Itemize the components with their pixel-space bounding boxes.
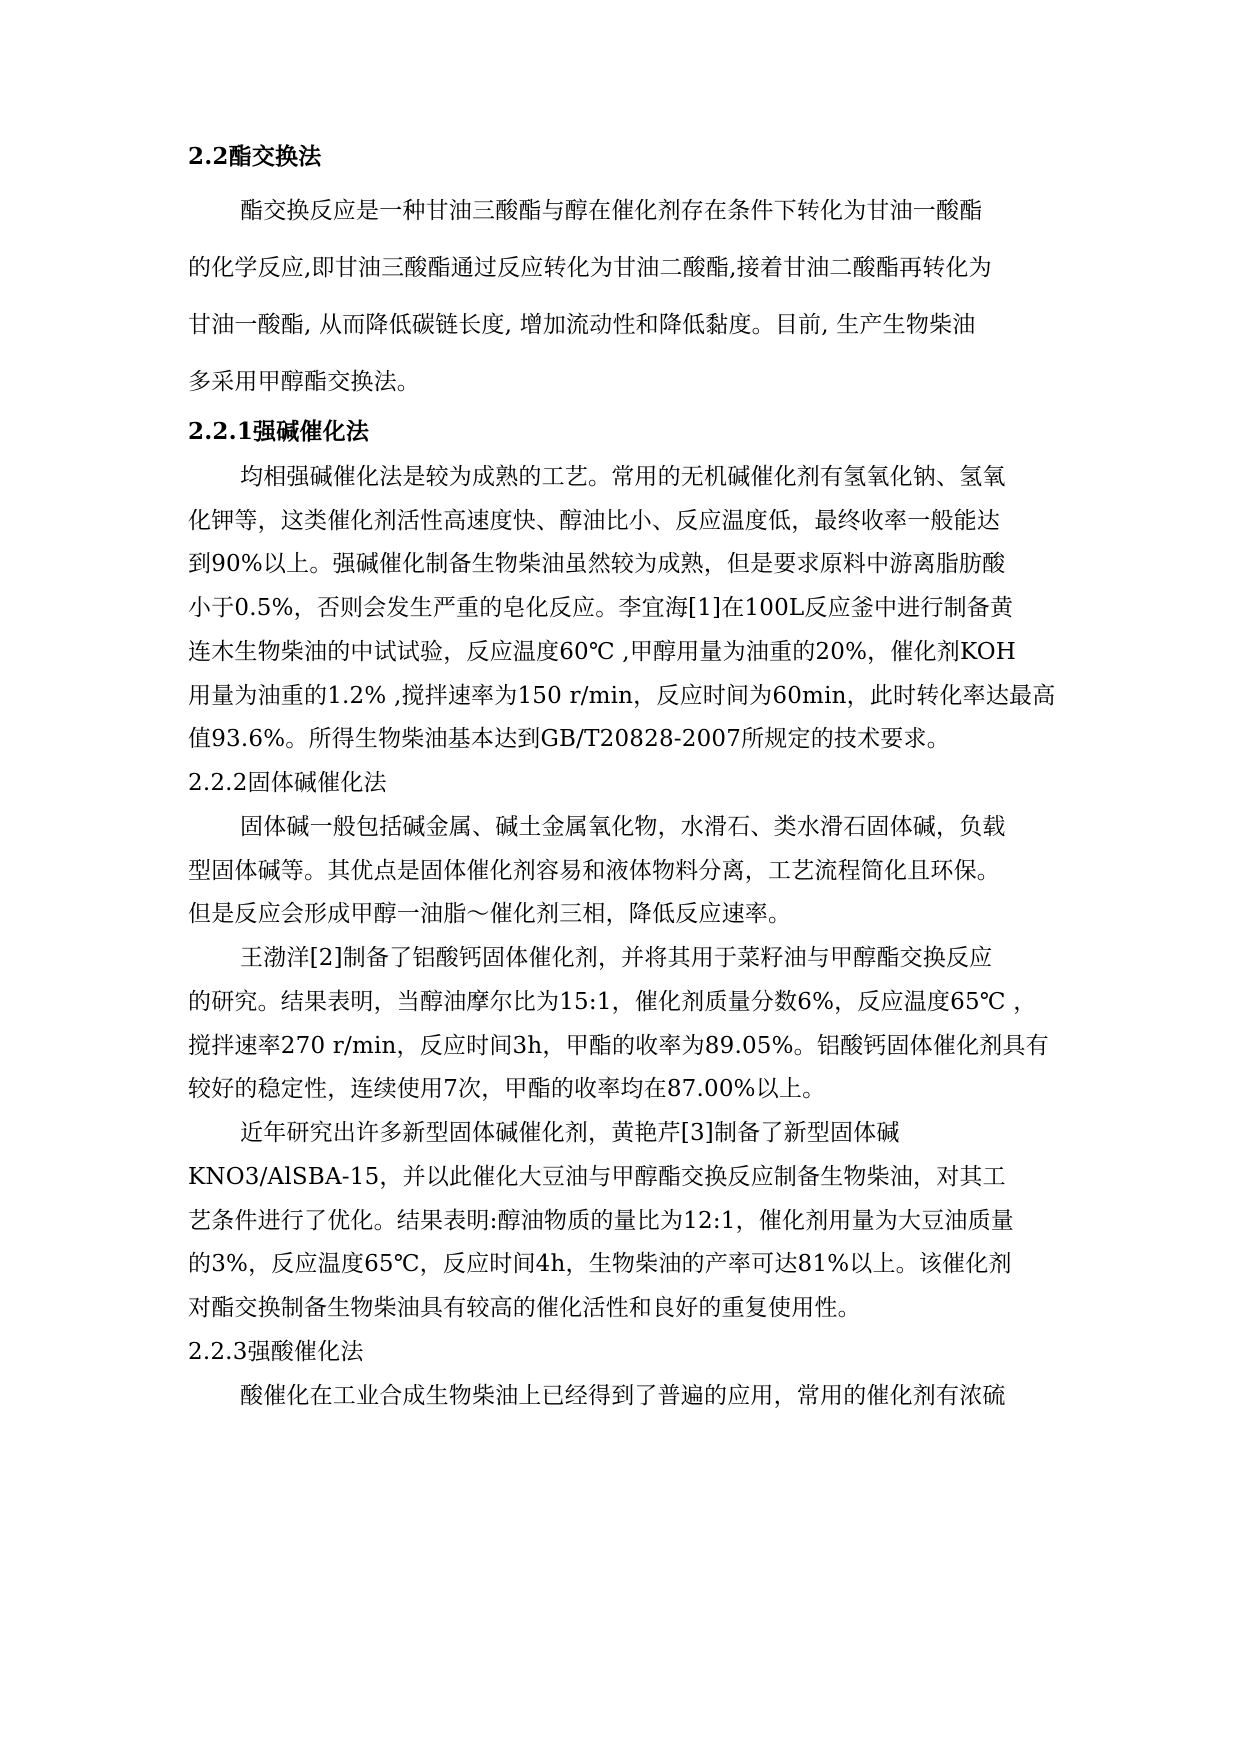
section-heading-2-2: 2.2酯交换法: [188, 143, 322, 170]
paragraph-line: 连木生物柴油的中试试验，反应温度60℃ ,甲醇用量为油重的20%，催化剂KOH: [188, 639, 1017, 665]
paragraph-line: 用量为油重的1.2% ,搅拌速率为150 r/min，反应时间为60min，此时转化率达最高: [188, 683, 1056, 709]
paragraph-line: 小于0.5%，否则会发生严重的皂化反应。李宜海[1]在100L反应釜中进行制备黄: [188, 595, 1014, 621]
paragraph-line: 的研究。结果表明，当醇油摩尔比为15:1，催化剂质量分数6%，反应温度65℃ ，: [188, 989, 1037, 1015]
paragraph-line: 值93.6%。所得生物柴油基本达到GB/T20828-2007所规定的技术要求。: [188, 726, 950, 752]
paragraph-line: 搅拌速率270 r/min，反应时间3h，甲酯的收率为89.05%。铝酸钙固体催化剂具有: [188, 1033, 1049, 1059]
paragraph-line: 对酯交换制备生物柴油具有较高的催化活性和良好的重复使用性。: [188, 1295, 861, 1321]
paragraph-line: 但是反应会形成甲醇一油脂～催化剂三相，降低反应速率。: [188, 901, 792, 927]
paragraph-line: 的化学反应,即甘油三酸酯通过反应转化为甘油二酸酯,接着甘油二酸酯再转化为: [188, 255, 992, 281]
paragraph-line: 化钾等，这类催化剂活性高速度快、醇油比小、反应温度低，最终收率一般能达: [188, 508, 1000, 534]
paragraph-line: 甘油一酸酯, 从而降低碳链长度, 增加流动性和降低黏度。目前, 生产生物柴油: [188, 312, 976, 338]
paragraph-line: 酸催化在工业合成生物柴油上已经得到了普遍的应用，常用的催化剂有浓硫: [240, 1383, 1006, 1409]
paragraph-line: 均相强碱催化法是较为成熟的工艺。常用的无机碱催化剂有氢氧化钠、氢氧: [240, 464, 1006, 490]
paragraph-line: 王渤洋[2]制备了铝酸钙固体催化剂，并将其用于菜籽油与甲醇酯交换反应: [240, 945, 993, 971]
paragraph-line: 酯交换反应是一种甘油三酸酯与醇在催化剂存在条件下转化为甘油一酸酯: [240, 198, 983, 224]
paragraph-line: 较好的稳定性，连续使用7次，甲酯的收率均在87.00%以上。: [188, 1076, 826, 1102]
paragraph-line: 近年研究出许多新型固体碱催化剂，黄艳芹[3]制备了新型固体碱: [240, 1120, 900, 1146]
section-heading-2-2-3: 2.2.3强酸催化法: [188, 1339, 364, 1365]
paragraph-line: 多采用甲醇酯交换法。: [188, 369, 420, 395]
paragraph-line: 固体碱一般包括碱金属、碱土金属氧化物，水滑石、类水滑石固体碱，负载: [240, 814, 1006, 840]
section-heading-2-2-1: 2.2.1强碱催化法: [188, 418, 370, 445]
paragraph-line: KNO3/AlSBA-15，并以此催化大豆油与甲醇酯交换反应制备生物柴油，对其工: [188, 1164, 1006, 1190]
paragraph-line: 型固体碱等。其优点是固体催化剂容易和液体物料分离，工艺流程简化且环保。: [188, 858, 1000, 884]
paragraph-line: 的3%，反应温度65℃，反应时间4h，生物柴油的产率可达81%以上。该催化剂: [188, 1251, 1012, 1277]
paragraph-line: 艺条件进行了优化。结果表明:醇油物质的量比为12:1，催化剂用量为大豆油质量: [188, 1208, 1014, 1234]
section-heading-2-2-2: 2.2.2固体碱催化法: [188, 770, 387, 796]
paragraph-line: 到90%以上。强碱催化制备生物柴油虽然较为成熟，但是要求原料中游离脂肪酸: [188, 551, 1006, 577]
